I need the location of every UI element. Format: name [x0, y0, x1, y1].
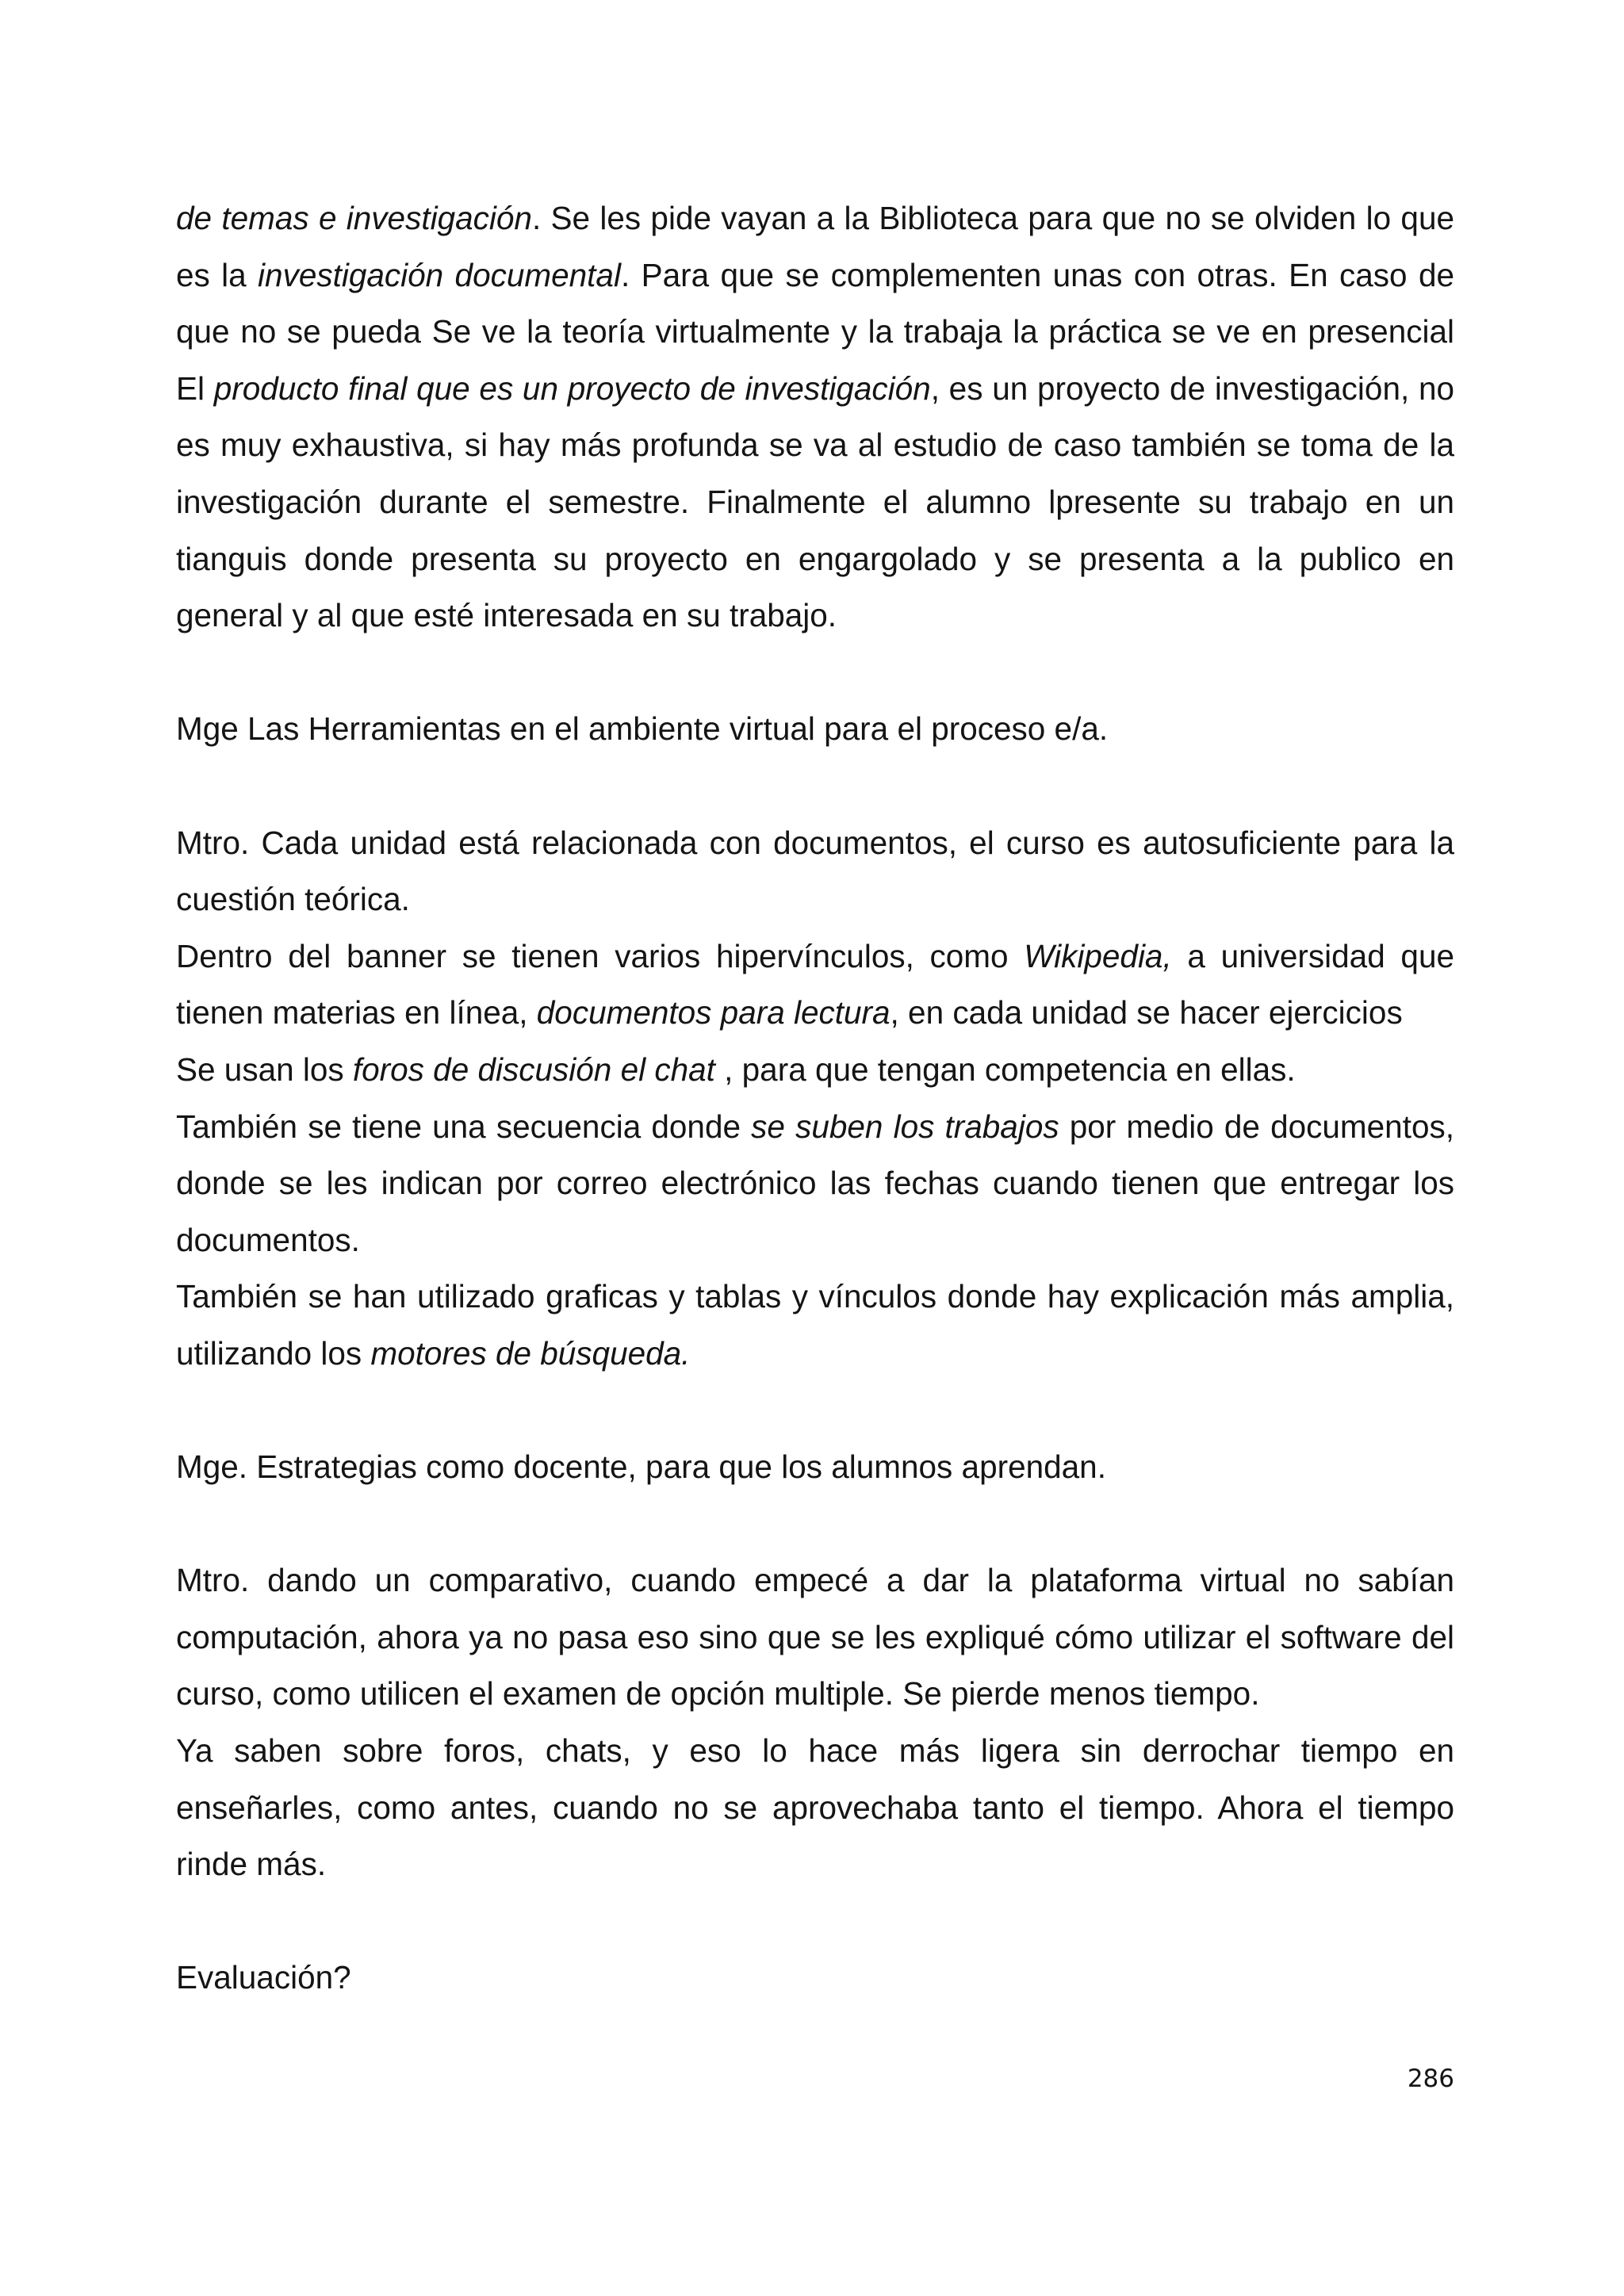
text-run: . Para que se complementen unas con otras. En caso de que no se pueda Se ve la teoría virtualmente y la trabaja la práctica se ve en presencial El [176, 256, 1454, 407]
text-run: Mtro. dando un comparativo, cuando empecé a dar la plataforma virtual no sabían computación, ahora ya no pasa eso sino que se les expliqué cómo utilizar el software del curso, como utilicen el examen de opción multiple. Se pierde menos tiempo. [176, 1562, 1454, 1712]
text-run: , en cada unidad se hacer ejercicios [890, 994, 1403, 1031]
text-run: Evaluación? [176, 1959, 351, 1996]
text-run: Mge Las Herramientas en el ambiente virtual para el proceso e/a. [176, 710, 1109, 748]
paragraph-gap [176, 758, 1454, 815]
paragraph [176, 1099, 1454, 1269]
italic-text: de temas e investigación [176, 200, 532, 236]
italic-text: foros de discusión el chat [352, 1050, 715, 1088]
paragraph [176, 1950, 1454, 2007]
italic-text: investigación documental [258, 256, 621, 293]
text-run: Se usan los [176, 1050, 353, 1088]
paragraph-gap [176, 1382, 1454, 1439]
text-run: Mge. Estrategias como docente, para que los alumnos aprendan. [176, 1448, 1106, 1486]
italic-text: producto final que es un proyecto de investigación [213, 369, 931, 407]
italic-text: motores de búsqueda. [370, 1334, 691, 1372]
paragraph [176, 701, 1454, 758]
text-run: Dentro del banner se tienen varios hipervínculos, como [176, 937, 1025, 974]
italic-text: se suben los trabajos [751, 1108, 1059, 1145]
text-run: También se han utilizado graficas y tablas y vínculos donde hay explicación más amplia, utilizando los [176, 1278, 1454, 1372]
paragraph-gap [176, 1893, 1454, 1950]
paragraph-gap [176, 1496, 1454, 1553]
paragraph [176, 1552, 1454, 1723]
paragraph-gap [176, 645, 1454, 702]
text-run: , para que tengan competencia en ellas. [714, 1050, 1296, 1088]
document-body [176, 190, 1454, 2007]
paragraph [176, 1439, 1454, 1496]
text-run: Ya saben sobre foros, chats, y eso lo hace más ligera sin derrochar tiempo en enseñarles, como antes, cuando no se aprovechaba tanto el tiempo. Ahora el tiempo rinde más. [176, 1732, 1454, 1883]
paragraph [176, 1269, 1454, 1382]
paragraph [176, 190, 1454, 645]
text-run: . Se les pide vayan a la Biblioteca para que no se olviden lo que es la [176, 200, 1455, 293]
paragraph [176, 815, 1454, 928]
text-run: a universidad que tienen materias en línea, [176, 937, 1454, 1031]
text-run: También se tiene una secuencia donde [176, 1108, 752, 1145]
paragraph [176, 928, 1454, 1042]
italic-text: documentos para lectura [536, 994, 891, 1031]
text-run: , es un proyecto de investigación, no es muy exhaustiva, si hay más profunda se va al estudio de caso también se toma de la investigación durante el semestre. Finalmente el alumno lpresente su trabajo en un tianguis donde presenta su proyecto en engargolado y se presenta a la publico en general y al que esté interesada en su trabajo. [176, 369, 1454, 634]
text-run: por medio de documentos, donde se les indican por correo electrónico las fechas cuando tienen que entregar los documentos. [176, 1108, 1454, 1258]
page-number: 286 [1407, 2064, 1454, 2093]
paragraph [176, 1042, 1454, 1099]
italic-text: Wikipedia, [1024, 937, 1172, 974]
paragraph [176, 1723, 1454, 1893]
text-run: Mtro. Cada unidad está relacionada con documentos, el curso es autosuficiente para la cuestión teórica. [176, 824, 1454, 918]
